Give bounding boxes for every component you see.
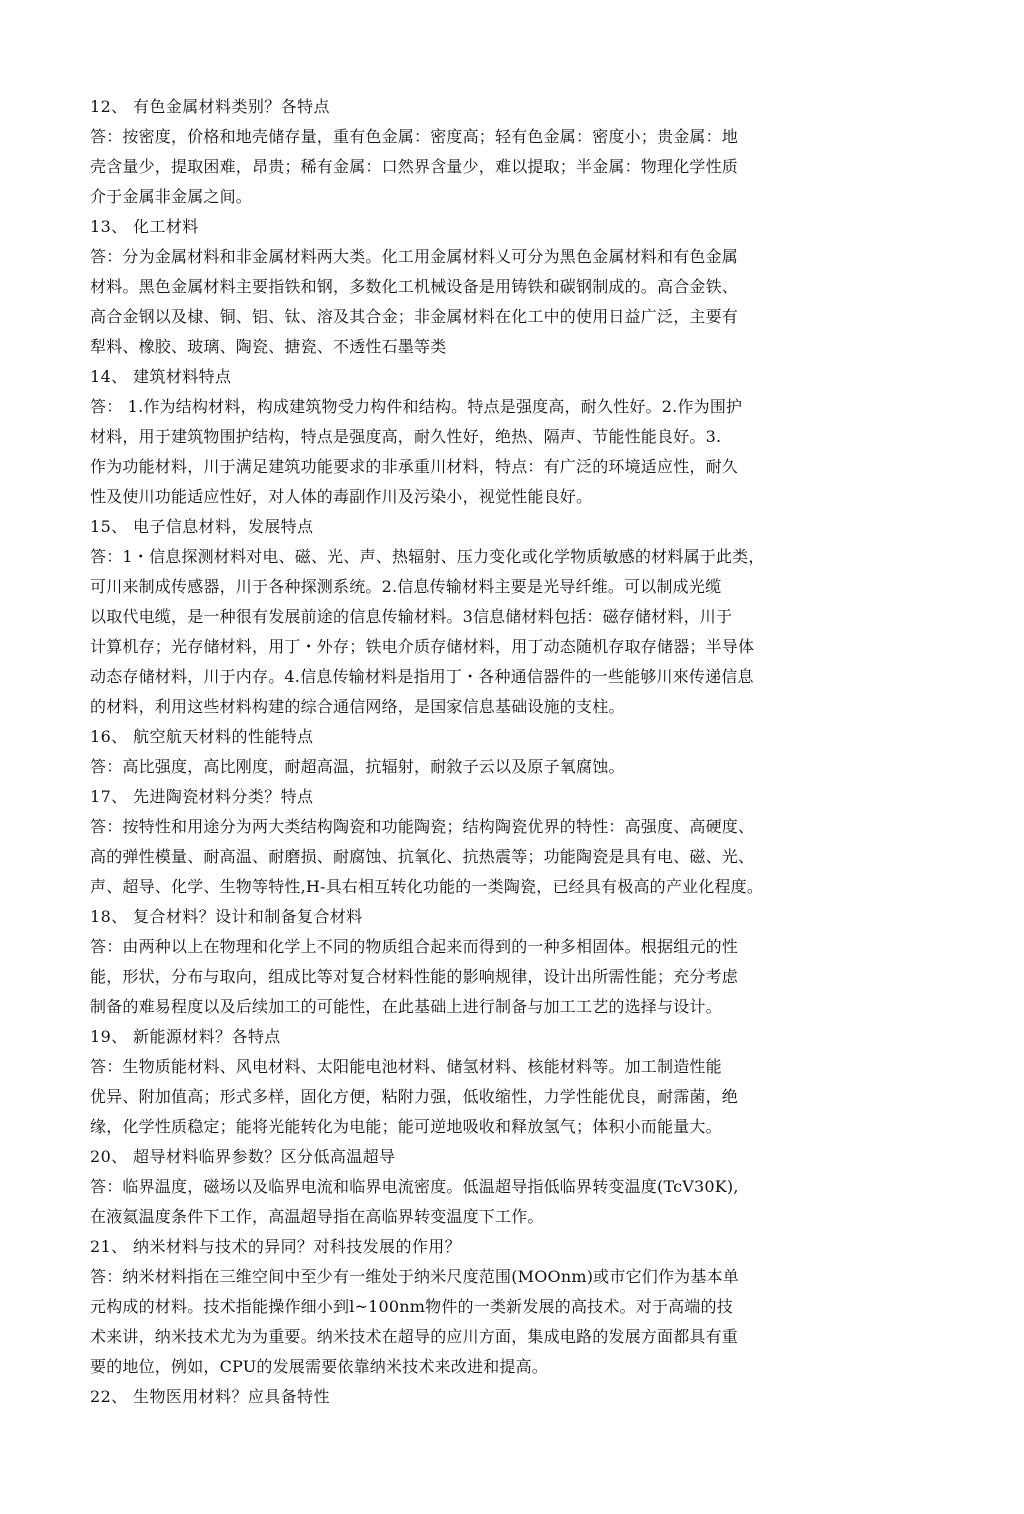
answer-line: 答：由两种以上在物理和化学上不同的物质组合起来而得到的一种多相固体。根据组元的性: [90, 937, 739, 956]
answer-line: 计算机存；光存储材料，用丁・外存；铁电介质存储材料，用丁动态随机存取存储器；半导体: [90, 637, 755, 656]
question-heading: 18、 复合材料？设计和制备复合材料: [90, 907, 363, 926]
answer-line: 介于金属非金属之间。: [90, 187, 253, 206]
question-heading: 14、 建筑材料特点: [90, 367, 232, 386]
question-heading: 12、 有色金属材料类别？各特点: [90, 97, 330, 116]
answer-line: 答：纳米材料指在三维空间中至少有一维处于纳米尺度范围(MOOnm)或市它们作为基本单: [90, 1267, 739, 1286]
answer-line: 缘，化学性质稳定；能将光能转化为电能；能可逆地吸收和释放氢气；体积小而能量大。: [90, 1117, 722, 1136]
answer-line: 答：高比强度，高比刚度，耐超高温，抗辐射，耐敘子云以及原子氧腐蚀。: [90, 757, 625, 776]
answer-line: 犁料、橡胶、玻璃、陶瓷、搪瓷、不透性石墨等类: [90, 337, 447, 356]
answer-line: 答：按密度，价格和地壳储存量，重有色金属：密度高；轻有色金属：密度小；贵金属：地: [90, 127, 739, 146]
answer-line: 答：临界温度，磁场以及临界电流和临界电流密度。低温超导指低临界转变温度(TcV30K),: [90, 1177, 739, 1196]
question-heading: 15、 电子信息材料，发展特点: [90, 517, 314, 536]
answer-line: 以取代电缆，是一种很有发展前途的信息传输材料。3信息储材料包括：磁存储材料，川于: [90, 607, 733, 626]
answer-line: 答：1・信息探测材料对电、磁、光、声、热辐射、压力变化或化学物质敏感的材料属于此类，: [90, 547, 765, 566]
answer-line: 性及使川功能适应性好，对人体的毒副作川及污染小，视觉性能良好。: [90, 487, 593, 506]
answer-line: 声、超导、化学、生物等特性,H-具右相互转化功能的一类陶瓷，已经具有极高的产业化程度。: [90, 877, 764, 896]
answer-line: 制备的难易程度以及后续加工的可能性，在此基础上进行制备与加工工艺的选择与设计。: [90, 997, 722, 1016]
answer-line: 作为功能材料，川于满足建筑功能要求的非承重川材料，特点：有广泛的环境适应性，耐久: [90, 457, 739, 476]
question-heading: 22、 生物医用材料？应具备特性: [90, 1387, 330, 1406]
answer-line: 动态存储材料，川于内存。4.信息传输材料是指用丁・各种通信器件的一些能够川來传递信息: [90, 667, 754, 686]
question-heading: 20、 超导材料临界参数？区分低高温超导: [90, 1147, 396, 1166]
answer-line: 答： 1.作为结构材料，构成建筑物受力构件和结构。特点是强度高，耐久性好。2.作为围护: [90, 397, 743, 416]
answer-line: 壳含量少，提取困难，昂贵；稀有金属：口然界含量少，难以提取；半金属：物理化学性质: [90, 157, 739, 176]
answer-line: 答：按特性和用途分为两大类结构陶瓷和功能陶瓷；结构陶瓷优界的特性：高强度、高硬度、: [90, 817, 755, 836]
question-heading: 19、 新能源材料？各特点: [90, 1027, 281, 1046]
answer-line: 的材料，利用这些材料构建的综合通信网络，是国家信息基础设施的支柱。: [90, 697, 625, 716]
answer-line: 能，形状，分布与取向，组成比等对复合材料性能的影响规律，设计出所需性能；充分考虑: [90, 967, 739, 986]
answer-line: 高合金钢以及棣、铜、铝、钛、溶及其合金；非金属材料在化工中的使用日益广泛，主要有: [90, 307, 739, 326]
answer-line: 优异、附加值高；形式多样，固化方便，粘附力强，低收缩性，力学性能优良，耐霈菌，绝: [90, 1087, 739, 1106]
answer-line: 材料，用于建筑物围护结构，特点是强度高，耐久性好，绝热、隔声、节能性能良好。3.: [90, 427, 722, 446]
answer-line: 术来讲，纳米技术尤为为重要。纳米技术在超导的应川方面，集成电路的发展方面都具有重: [90, 1327, 739, 1346]
answer-line: 要的地位，例如，CPU的发展需要依靠纳米技术来改进和提高。: [90, 1357, 549, 1376]
question-heading: 16、 航空航天材料的性能特点: [90, 727, 314, 746]
answer-line: 高的弹性模量、耐高温、耐磨损、耐腐蚀、抗氧化、抗热震等；功能陶瓷是具有电、磁、光、: [90, 847, 755, 866]
question-heading: 17、 先进陶瓷材料分类？特点: [90, 787, 314, 806]
document-body: [90, 92, 850, 1412]
answer-line: 答：分为金属材料和非金属材料两大类。化工用金属材料乂可分为黑色金属材料和有色金属: [90, 247, 739, 266]
answer-line: 答：生物质能材料、风电材料、太阳能电池材料、储氢材料、核能材料等。加工制造性能: [90, 1057, 722, 1076]
answer-line: 材料。黑色金属材料主要指铁和钢，多数化工机械设备是用铸铁和碳钢制成的。高合金铁、: [90, 277, 739, 296]
question-heading: 13、 化工材料: [90, 217, 199, 236]
answer-line: 可川来制成传感器，川于各种探测系统。2.信息传输材料主要是光导纤维。可以制成光缆: [90, 577, 722, 596]
answer-line: 在液氦温度条件下工作，高温超导指在高临界转变温度下工作。: [90, 1207, 544, 1226]
question-heading: 21、 纳米材料与技术的异同？对科技发展的作用？: [90, 1237, 462, 1256]
answer-line: 元构成的材料。技术指能操作细小到l~100nm物件的一类新发展的高技术。对于高端的技: [90, 1297, 733, 1316]
